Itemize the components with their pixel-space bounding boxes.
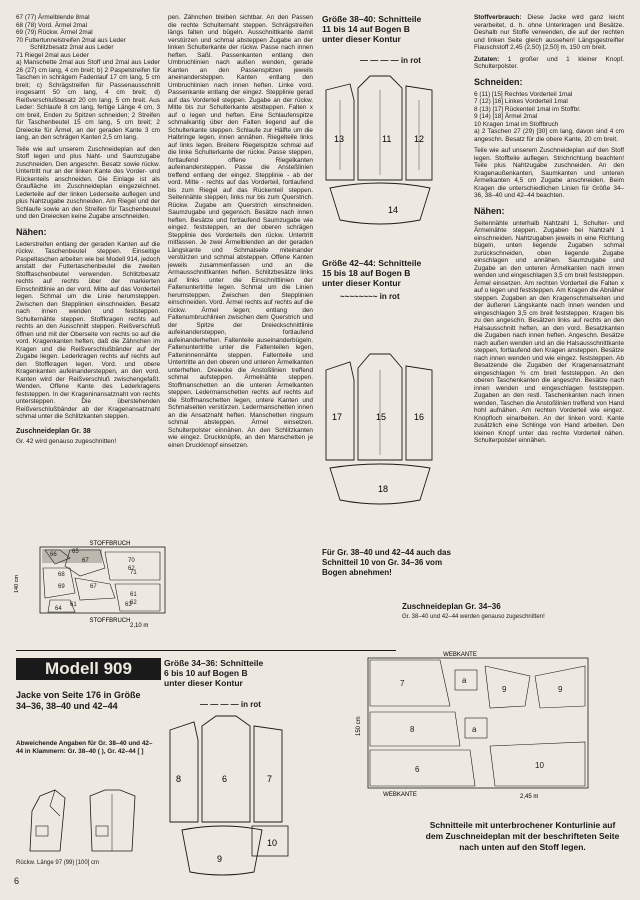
schneiden-heading: Schneiden: (474, 76, 523, 87)
piece-number: 67 (82, 558, 89, 564)
modell-label: Modell 909 (16, 658, 161, 680)
column-2 (168, 14, 313, 453)
piece-number: 64 (55, 606, 62, 612)
modell-subtitle: Jacke von Seite 176 in Größe 34–36, 38–40 und 42–44 (16, 690, 141, 711)
list-item: Schlitzbesatz 2mal aus Leder (30, 44, 114, 51)
pattern-title-34-36: Größe 34–36: Schnitteile 6 bis 10 auf Bogen B unter dieser Kontur (164, 658, 264, 688)
svg-text:11: 11 (382, 134, 392, 144)
zuschneideplan-2-heading: Zuschneideplan Gr. 34–36 (402, 602, 501, 611)
svg-text:17: 17 (332, 412, 343, 422)
sewing-instructions-909: Seitennähte unterhalb Nahtzahl 1, Schulter- und Ärmelnähte steppen. Zugaben bei Nahtzahl 1 einschneiden. Nahtzugaben jeweils in eine Richtung bügeln, unten liegende Zugaben schmal zurückschneiden, oben liegende Zugabe einschlagen und annähen. Saumzugabe und Zugabe an den unteren Ärmelkanten nach innen wenden und eingeschlagen 3,5 cm breit feststeppen. Ärmel einsetzen. Am rechten Vorderteil die Falten x auf o legen und feststeppen. Am Kragen die Abnäher steppen. Zugaben an den Kragenschmalseiten und der äußeren Längskante nach innen wenden und eingeschlagen 3,5 cm breit feststeppen. Kragen bis zu den angeschn. Besätzen links auf rechts an den Halsausschnitt heften, an den vord. Besatzkanten die Zugaben nach innen heften. Angeschn. Besätze nach außen wenden und an die Halsausschnittkante steppen, fortlaufend den Kragen ansteppen. Besätze nach innen wenden und wie eingez. feststeppen. Ab Besatzende die Zugaben der Kragenansatznaht eingeschlagen ¾ cm breit feststeppen. An den oberen Taschenkanten die angeschn. Besätze nach innen wenden und eingeschlagen feststeppen. Zugaben an den restl. Taschenkanten nach innen wenden, Taschen die Anstoßlinien treffend von Hand hohl aufnähen. Am rechten Vorderteil wie eingez. Knopfloch einarbeiten. An der linken vord. Kante zusätzlich eine Schlinge von Hand arbeiten. Den kleinen Knopf unter das rechte Vorderteil nähen. Schulterpolster einnähen. (474, 219, 624, 444)
piece-number: 9 (558, 685, 563, 694)
stoffverbrauch-label: Stoffverbrauch: (474, 14, 522, 21)
svg-text:6: 6 (222, 774, 228, 784)
modell-size-note: Abweichende Angaben für Gr. 38–40 und 42–44 in Klammern: Gr. 38–40 ( ), Gr. 42–44 [ ] (16, 740, 153, 755)
zutaten-text: 1 großer und 1 kleiner Knopf. Schulterpolster. (474, 55, 624, 70)
piece-number: 9 (502, 685, 507, 694)
divider (16, 650, 396, 651)
list-item: 6 (11) [15] Rechtes Vorderteil 1mal (474, 90, 573, 98)
list-item: 10 Kragen 1mal im Stoffbruch (474, 120, 559, 128)
pattern-diagram-34-36 (162, 712, 292, 882)
svg-text:10: 10 (267, 838, 278, 848)
svg-text:13: 13 (334, 134, 345, 144)
svg-text:12: 12 (414, 134, 425, 144)
naehen-heading: Nähen: (16, 226, 47, 237)
list-item: 9 (14) [18] Ärmel 2mal (474, 113, 538, 120)
naehen-heading-909: Nähen: (474, 205, 505, 216)
schneiden-list (474, 91, 624, 144)
cutting-plan-38 (10, 538, 170, 628)
selvage-label-top: STOFFBRUCH (89, 541, 131, 547)
stoffverbrauch-text: Diese Jacke wird ganz leicht verarbeitet, d. h. ohne Unterkragen und Besätze. Deshalb nur Stoffe verwenden, die auf der rechten und linken Seite gleich aussehen! Längsgestreifter Flauschstoff 2,45 (2,50) [2,50] m, 150 cm breit. (474, 14, 624, 51)
piece-number: 71 (130, 570, 137, 576)
pattern-diagram-38-40 (320, 70, 440, 245)
list-item: 69 (79) Rückw. Ärmel 2mal (16, 29, 93, 36)
webkante-top: WEBKANTE (443, 652, 477, 658)
column-1 (16, 14, 160, 445)
piece-number: 66 (50, 552, 57, 558)
parts-list (16, 14, 160, 59)
cutting-notes: a) Manschette 2mal aus Stoff und 2mal aus Leder 26 (27) cm lang, 4 cm breit; b) 2 Paspelstreifen für Taschen in schrägem Fadenlauf 17 cm lang, 5 cm breit; c) Schrägstreifen für Passenausschnitt insgesamt 50 cm lang, 4 cm breit; d) Reißverschlußbesatz 20 cm lang, 5 cm breit. Aus Leder: Schlaufe 8 cm lang, fertige Länge 4 cm, 3 cm breit, Enden zu Spitzen schneiden; 2 Streifen für Taschenbeutel 15 cm lang, 5 cm breit; 2 Dreiecke für Ärmel, an der geraden Kante 3 cm lang, an den schrägen Kanten 2,5 cm lang. (16, 59, 160, 141)
piece-number: 65 (72, 549, 79, 555)
layout-instructions-909: Teile wie auf unserem Zuschneideplan auf den Stoff legen. Stoffteile auflegen. Strichrichtung beachten! Teile plus Nahtzugabe zuschneiden. An den Kragenaußenkanten, Saumkanten und unteren Ärmelkanten 4,5 cm Zugabe anschneiden. Beim Kragen die unterschiedlichen Linien für Größe 34–36, 38–40 und 42–44 beachten. (474, 147, 624, 199)
in-rot-label-3: — — — — in rot (200, 700, 261, 709)
list-item: 68 (78) Vord. Ärmel 2mal (16, 21, 88, 29)
pattern-caption: Für Gr. 38–40 und 42–44 auch das Schnitteil 10 von Gr. 34–36 vom Bogen abnehmen! (322, 548, 451, 577)
svg-text:16: 16 (414, 412, 425, 422)
piece-number: 63 (125, 602, 132, 608)
sewing-instructions-cont: pen. Zähnchen bleiben sichtbar. An den Passen die rechte Schulternaht steppen. Schrägstreifen längs falten und bügeln. Ausschnittkante damit verstürzen und schmal absteppen Zugabe an der linken Schulterkante der rückw. Passe nach innen heften. Saßl. Passenkanten entlang den Umbruchlinien nach außen wenden, gerade Kanten an den Passenspitzen jeweils aneinandersteppen. Kanten entlang den Umbruchlinien nach innen heften. Linke vord. Passenkante entlang der eingez. Stepplinie gerad auf das Vorderteil steppen. Zugabe an der rückw. Mitte bis zur Schulterkante abstteppen. Falten x auf o legen und heften. Eine Schlaufenspitze schmalkantig über den Falten liegend auf die Schulterkante steppen. Schlaufe zur Hälfte um die Halbringe legen, innen annähen. Riegelteile links auf links legen. Breitere Riegelspitze schmal auf die linke Schulterkante der rückw. Passe steppen, fortlaufend offene Riegelkanten aufeinandersteppen. Passe die Ansteßlinien treffend entlang der eingez. Stepplinie - ab der vord. Mitte - rechts auf das Vorderteil, fortlaufend bis zum Riegel auf das Rückenteil steppen. Seitennähte steppen, links nur bis zum Querstrich. Rückw. Zugabe am Querstrich einschneiden. Saumzugabe und gegensch. Besätze nach innen heften. Besätze und fortlaufend Saumzugabe wie eingez. feststeppen, an der oberen schrägen Stepplinie des Vorderteils den rückw. Untertritt mitfassen. Je zwei Ärmelblenden an der geraden Längskante und Schmalseite miteinander verstürzen und schmal absteppen. Offene Kanten jeweils zusammenfassen und an die Armausschnittkanten heften. Schlitzbesätze links auf links unter die Einschnittlinien der Faltenuntertritte legen. Schmal um die Linien herumsteppen. Zwischen den Stepplinien einschneiden. Vord. Ärmel rechts auf rechts auf die rückw. Ärmel legen; entlang den Faltenumbruchlinien zwischen dem Querstrich und der Spitze der Dreieckschnittlinie aufeinandersteppen, fortlaufend aufeinanderheften. Faltenteile auseinanderbügeln. Faltenuntertritte unter die Faltenteilen legen, Falteninnennähte steppen. Faltenteile und Untertritte an den oberen und unteren Ärmelkanten unterheften. Dreiecke die Anstoßlinien treffend schmal aufsteppen. Ärmelnähte steppen. Stoffmanschetten an die unteren Ärmelkanten steppen. Ledermanschetten rechts auf rechts auf die Stoffmanschetten legen, untere Kanten und Schmalseiten verstürzen. Ledermanschetten innen an die Ansatznaht heften. Manschetten ringsum schmal absteppen. Ärmel einsetzen. Schulterpolster einnähen. An den Schlitzkanten wie eingez. Druckknöpfe, an den Manschetten je einen Druckknopf einsetzen. (168, 14, 313, 449)
svg-text:14: 14 (388, 205, 399, 215)
zuschneideplan-note: Gr. 42 wird genauso zugeschnitten! (16, 437, 117, 445)
layout-instructions: Teile wie auf unserem Zuschneideplan auf den Stoff legen und plus Naht- und Saumzugabe zuschneiden. Den angeschn. Besatz sowie rückw. Untertritt nur an der linken Kante des Vorder- und Rückenteils anschneiden. Die Einlage ist als Graufläche im Zuschneideplan eingezeichnet. Lederteile auf der linken Lederseite auflegen und plus Nahtzugabe zuschneiden. Am Riegel und der Schlaufe sowie an den Streifen für Taschenbeutel und den Dreiecken keine Zugabe anschneiden. (16, 145, 160, 220)
piece-number: 70 (128, 558, 135, 564)
webkante-bottom: WEBKANTE (383, 792, 417, 798)
svg-text:8: 8 (176, 774, 182, 784)
svg-text:140 cm: 140 cm (14, 574, 20, 593)
piece-number: 7 (400, 679, 405, 688)
piece-number: 68 (58, 572, 65, 578)
zutaten-label: Zutaten: (474, 55, 500, 63)
piece-number: 62 (128, 566, 135, 572)
sewing-instructions: Lederstreifen entlang der geraden Kanten auf die rückw. Taschenbeutel steppen. Einseitige Paspeltaschen arbeiten wie bei Modell 914, jedoch anstatt der Futtertaschenbeutel die zweiten Stofftaschenbeutel verwenden. Schlitzbesatz rechts auf rechts über der markierten Einschnittlinie an der vord. Mitte auf das Vorderteil legen. Schmal um die Linie herumsteppen. Zwischen den Stepplinien einschneiden. Besatz nach innen wenden und feststeppen. Schulternähte steppen. Stoffkragen rechts auf rechts an den Ausschnitt steppen. Reißverschluß öffnen und mit der Oberseite von rechts so auf die vord. Kragenkanten heften, daß die Zähnchen im Kragen und die Reißverschlußbänder auf der Zugabe liegen. Lederkragen rechts auf rechts auf den Stoffkragen legen. Vord. und obere Kragenkanten aufeinandersteppen, an den vord. Kanten wird der Reißverschluß zwischengefaßt. Wenden. Offene Kante des Lederkragens feststeppen. In der Krageninansatznaht von rechts untersteppen. Die überstehenden Reißverschlußbänder ab der Kragenansatznaht schmal unter die Schlitzkanten steppen. (16, 240, 160, 420)
piece-number: 61 (130, 592, 137, 598)
page-number: 6 (14, 876, 20, 886)
column-4 (474, 14, 624, 449)
in-rot-label-2: ~~~~~~~~ in rot (340, 292, 400, 301)
piece-number: a (472, 725, 477, 734)
svg-text:9: 9 (217, 854, 223, 864)
pattern-diagram-42-44 (320, 340, 440, 515)
list-item: 67 (77) Ärmelblende 8mal (16, 14, 90, 21)
list-item: 70 Futtertunnelstreifen 2mal aus Leder (16, 36, 126, 44)
piece-number: 8 (410, 725, 415, 734)
svg-text:15: 15 (376, 412, 387, 422)
zuschneideplan-heading: Zuschneideplan Gr. 38 (16, 427, 91, 435)
piece-number: 10 (535, 761, 544, 770)
piece-number: a (462, 676, 467, 685)
list-item: 7 (12) [16] Linkes Vorderteil 1mal (474, 98, 568, 105)
selvage-label-bottom: STOFFBRUCH (89, 618, 131, 624)
zuschneideplan-2-note: Gr. 38–40 und 42–44 werden genauso zugeschnitten! (402, 614, 545, 620)
svg-text:18: 18 (378, 484, 389, 494)
pattern-title-42-44: Größe 42–44: Schnitteile 15 bis 18 auf Bogen B unter dieser Kontur (322, 258, 422, 288)
in-rot-label-1: — — — — in rot (360, 56, 421, 65)
pattern-title-38-40: Größe 38–40: Schnitteile 11 bis 14 auf Bogen B unter dieser Kontur (322, 14, 422, 44)
list-item: a) 2 Taschen 27 (29) [30] cm lang, davon sind 4 cm angeschn. Besatz für die obere Kante, 20 cm breit. (474, 128, 624, 143)
piece-number: 67 (90, 584, 97, 590)
piece-number: 61 (70, 602, 77, 608)
piece-number: 69 (58, 584, 65, 590)
list-item: 8 (13) [17] Rückenteil 1mal im Stoffbr. (474, 105, 581, 113)
piece-number: 6 (415, 765, 420, 774)
bottom-note: Schnitteile mit unterbrochener Konturlinie auf dem Zuschneideplan mit der beschrifteten Seite nach unten auf den Stoff legen. (425, 820, 620, 852)
piece-number: 62 (130, 600, 137, 606)
svg-text:7: 7 (267, 774, 273, 784)
jacket-illustration (20, 786, 140, 856)
back-length: Rückw. Länge 97 (99) [100] cm (16, 860, 100, 866)
cutting-plan-34-36 (340, 646, 610, 806)
plan-width: 2,10 m (130, 623, 149, 628)
plan-height-2: 150 cm (356, 716, 362, 736)
list-item: 71 Riegel 2mal aus Leder (16, 51, 89, 59)
plan-width-2: 2,45 m (520, 794, 539, 800)
